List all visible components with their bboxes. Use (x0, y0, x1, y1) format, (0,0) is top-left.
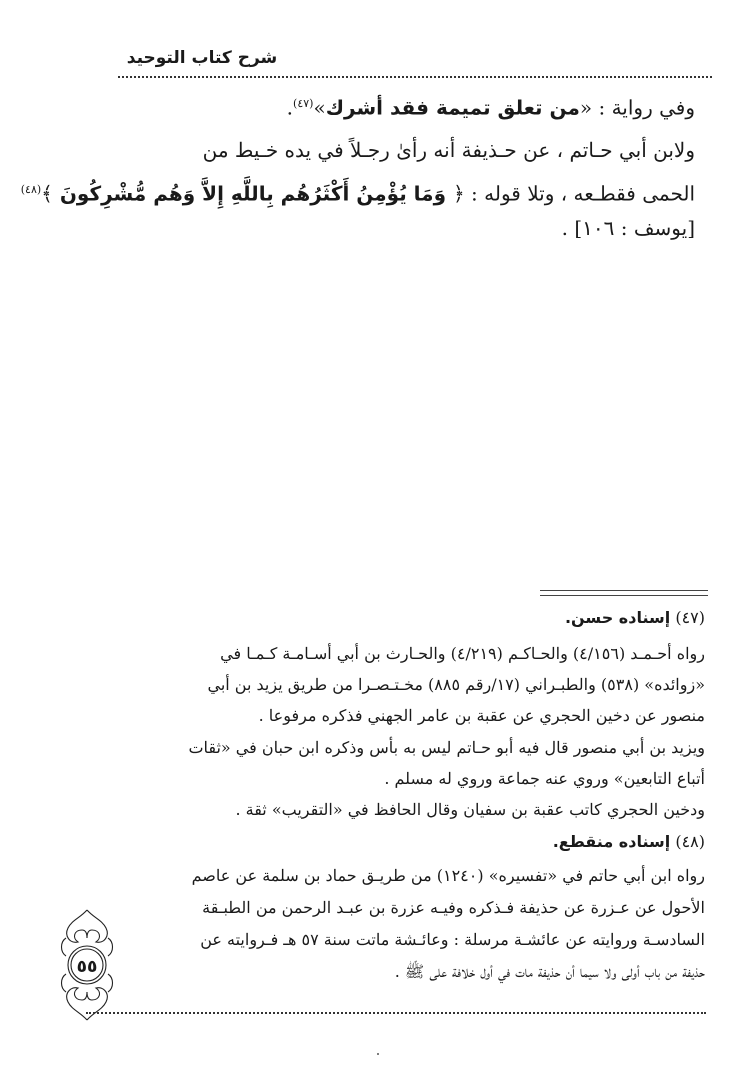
main-line-1: وفي رواية : «من تعلق تميمة فقد أشرك»$^{(٤٧)}$. (286, 95, 695, 120)
main-line-4: [يوسف : ١٠٦] . (561, 216, 695, 240)
footnote-47-heading: (٤٧) إسناده حسن. (564, 608, 705, 627)
footnote-ref-48: (٤٨) (20, 183, 42, 196)
footnote-48-line: حذيفة من باب أولى ولا سيما أن حذيفة مات في أول خلافة على ﷺ . (394, 962, 705, 981)
footnote-47-line: رواه أحـمـد (٤/١٥٦) والحـاكـم (٤/٢١٩) والحـارث بن أبي أسـامـة كـمـا في (220, 644, 705, 663)
footnotes (120, 606, 705, 996)
main-line-3: الحمى فقطـعه ، وتلا قوله : ﴿ وَمَا يُؤْمِنُ أَكْثَرُهُم بِاللَّهِ إِلاَّ وَهُم مُّشْرِكُونَ ﴾$^{(٤٨)}$ (20, 181, 695, 206)
page-number: ٥٥ (76, 957, 98, 977)
footnote-separator-2 (540, 595, 708, 596)
header-rule (118, 76, 712, 78)
footer-rule (86, 1012, 706, 1014)
hadith-quote: من تعلق تميمة فقد أشرك (325, 95, 580, 120)
footnote-47-line: ودخين الحجري كاتب عقبة بن سفيان وقال الحافظ في «التقريب» ثقة . (235, 800, 705, 819)
footnote-ref-47: (٤٧) (293, 97, 314, 110)
footnote-47-line: أتباع التابعين» وروي عنه جماعة وروي له مسلم . (384, 769, 705, 788)
footnote-48-line: السادسـة وروايته عن عائشـة مرسلة : وعائـشة ماتت سنة ٥٧ هـ فـروايته عن (200, 930, 705, 949)
footnote-47-line: «زوائده» (٥٣٨) والطبـراني (١٧/رقم ٨٨٥) مخـتـصـرا من طريق يزيد بن أبي (207, 675, 705, 694)
main-line-2: ولابن أبي حـاتم ، عن حـذيفة أنه رأىٰ رجـلاً في يده خـيط من (202, 138, 695, 162)
scan-speck (377, 1053, 379, 1055)
footnote-47-line: منصور عن دخين الحجري عن عقبة بن عامر الجهني فذكره مرفوعا . (258, 706, 705, 725)
footnote-48-line: رواه ابن أبي حاتم في «تفسيره» (١٢٤٠) من طريـق حماد بن سلمة عن عاصم (191, 866, 705, 885)
quran-verse: وَمَا يُؤْمِنُ أَكْثَرُهُم بِاللَّهِ إِلاَّ وَهُم مُّشْرِكُونَ (52, 181, 453, 206)
footnote-separator (540, 590, 708, 591)
footnote-48-line: الأحول عن عـزرة عن حذيفة فـذكره وفيـه عزرة بن عبـد الرحمن من الطبـقة (202, 898, 705, 917)
running-header-title: شرح كتاب التوحيد (126, 48, 278, 68)
footnote-47-line: ويزيد بن أبي منصور قال فيه أبو حـاتم ليس به بأس وذكره ابن حبان في «ثقات (188, 738, 705, 757)
main-text (20, 90, 695, 260)
footnote-48-heading: (٤٨) إسناده منقطع. (552, 832, 705, 851)
